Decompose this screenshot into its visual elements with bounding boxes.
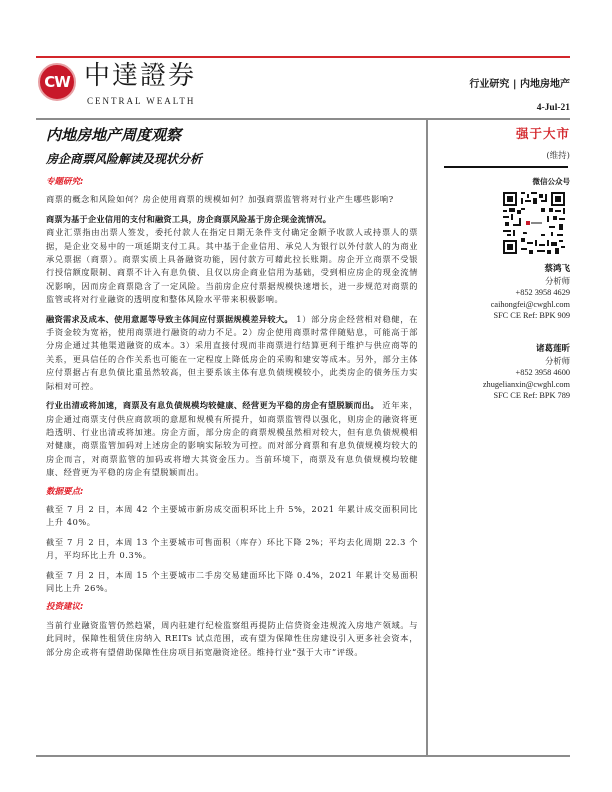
data-point: 截至 7 月 2 日，本周 15 个主要城市二手房交易建面环比下降 0.4%，2021 年累计交易面积同比上升 26%。 — [46, 569, 418, 593]
analyst-email-link[interactable]: zhugelianxin@cwghl.com — [482, 379, 570, 389]
topic-heading: 专题研究: — [46, 177, 84, 187]
logo-chinese-name: 中達證券 — [84, 61, 197, 91]
wechat-label: 微信公众号 — [532, 177, 570, 186]
data-point: 截至 7 月 2 日，本周 13 个主要城市可售面积（库存）环比下降 2%；平均去化周期 22.3 个月，平均环比上升 0.3%。 — [46, 536, 418, 561]
analyst-card — [491, 264, 570, 322]
paragraph-3-lead: 行业出清或将加速，商票及有息负债规模均较健康、经营更为平稳的房企有望脱颖而出。 — [46, 400, 380, 411]
report-date: 4-Jul-21 — [536, 103, 570, 113]
column-divider — [426, 119, 428, 757]
analyst-phone: +852 3958 4600 — [515, 368, 570, 377]
analyst-email-link[interactable]: caihongfei@cwghl.com — [490, 299, 570, 309]
analyst-name: 蔡鸿飞 — [544, 264, 570, 274]
logo-mark: CW — [44, 73, 70, 91]
paragraph-1-body: 商业汇票指由出票人签发，委托付款人在指定日期无条件支付确定金额予收款人或持票人的票据，是企业交易中的一项延期支付工具。其中基于企业信用、承兑人为银行以外付款人的为商业承兑票据（商票）。商票实质上具备融资功能，因付款方可藉此拉长账期。房企开立商票不受银行授信额度限制、商票不计入有息负债、且仅以房企商业信用为基础，受到相应房企的现金流情况影响，因而房企商票隐含了一定风险。当前房企应付票据规模快速增长，进一步规范对商票的监管或将对行业融资的透明度和整体风险水平带来积极影响。 — [46, 227, 418, 305]
analyst-sfc-ref: SFC CE Ref: BPK 909 — [493, 311, 570, 320]
analyst-name: 诸葛莲昕 — [535, 344, 570, 354]
paragraph-3 — [46, 399, 418, 479]
data-heading: 数据要点: — [46, 486, 84, 497]
paragraph-2-lead: 融资需求及成本、使用意愿等导致主体间应付票据规模差异较大。 — [46, 313, 293, 324]
analyst-role: 分析师 — [545, 276, 570, 286]
report-subtitle: 房企商票风险解读及现状分析 — [46, 152, 203, 166]
footer-rule — [36, 755, 570, 757]
paragraph-3-body: 近年来，房企通过商票支付供应商款项的意愿和规模有所提升，如商票监管得以强化，则房企的融资将更趋透明、行业出清或将加速。房企方面，部分房企的商票规模虽然相对较大，但有息负债规模相对健康，商票监管加码对上述房企的影响实际较为可控。而对部分商票和有息负债规模均较大的房企而言，对商票监管的加码或将增大其资金压力。当前环境下，商票及有息负债规模均较健康、经营更为平稳的房企有望脱颖而出。 — [46, 400, 418, 478]
data-point: 截至 7 月 2 日，本周 42 个主要城市新房成交面积环比上升 5%，2021 年累计成交面积同比上升 40%。 — [46, 503, 418, 528]
sidebar-rule — [444, 166, 568, 168]
wechat-qr-code-icon — [501, 190, 567, 256]
rating-status: (维持) — [546, 151, 570, 161]
analyst-sfc-ref: SFC CE Ref: BPK 789 — [493, 391, 570, 400]
report-category: 行业研究 | 内地房地产 — [469, 79, 570, 90]
paragraph-2-body: 1）部分房企经营相对稳健，在手资金较为宽裕，使用商票进行融资的动力不足。2）房企使用商票时常伴随贴息，可能高于部分房企通过其他渠道融资的成本。3）采用直接付现而非商票进行结算更利于维护与供应商等的关系，更具信任的合作关系也可能在一定程度上降低房企的采购和建安等成本。另外，部分主体应付票据占有息负债比重虽然较高，但主要系该主体有息负债规模较小，此类房企的债务压力实际相对可控。 — [46, 313, 418, 391]
paragraph-1 — [46, 213, 418, 307]
paragraph-1-lead: 商票为基于企业信用的支付和融资工具，房企商票风险基于房企现金流情况。 — [46, 213, 332, 224]
invest-body: 当前行业融资监管仍然趋紧，周内驻建行纪检监察组再提防止信贷资金违规流入房地产领域。与此同时，保障性租赁住房纳入 REITs 试点范围，或有望为保障性住房建设引入更多社会资本，部分房企或将有望借助保障性住房项目拓宽融资途径。维持行业“强于大市”评级。 — [46, 619, 418, 657]
header-red-rule — [36, 56, 570, 58]
report-title: 内地房地产周度观察 — [46, 126, 182, 144]
logo-english-name: CENTRAL WEALTH — [87, 96, 196, 106]
industry-rating: 强于大市 — [515, 126, 570, 141]
cw-logo-icon — [38, 63, 76, 101]
analyst-card — [483, 344, 570, 402]
paragraph-2 — [46, 313, 418, 393]
invest-heading: 投资建议: — [46, 602, 84, 613]
analyst-role: 分析师 — [545, 356, 570, 366]
main-column — [46, 176, 418, 665]
header-gray-rule — [36, 118, 570, 120]
analyst-phone: +852 3958 4629 — [515, 288, 570, 297]
topic-question: 商票的概念和风险如何？房企使用商票的规模如何？加强商票监管将对行业产生哪些影响? — [46, 194, 394, 205]
